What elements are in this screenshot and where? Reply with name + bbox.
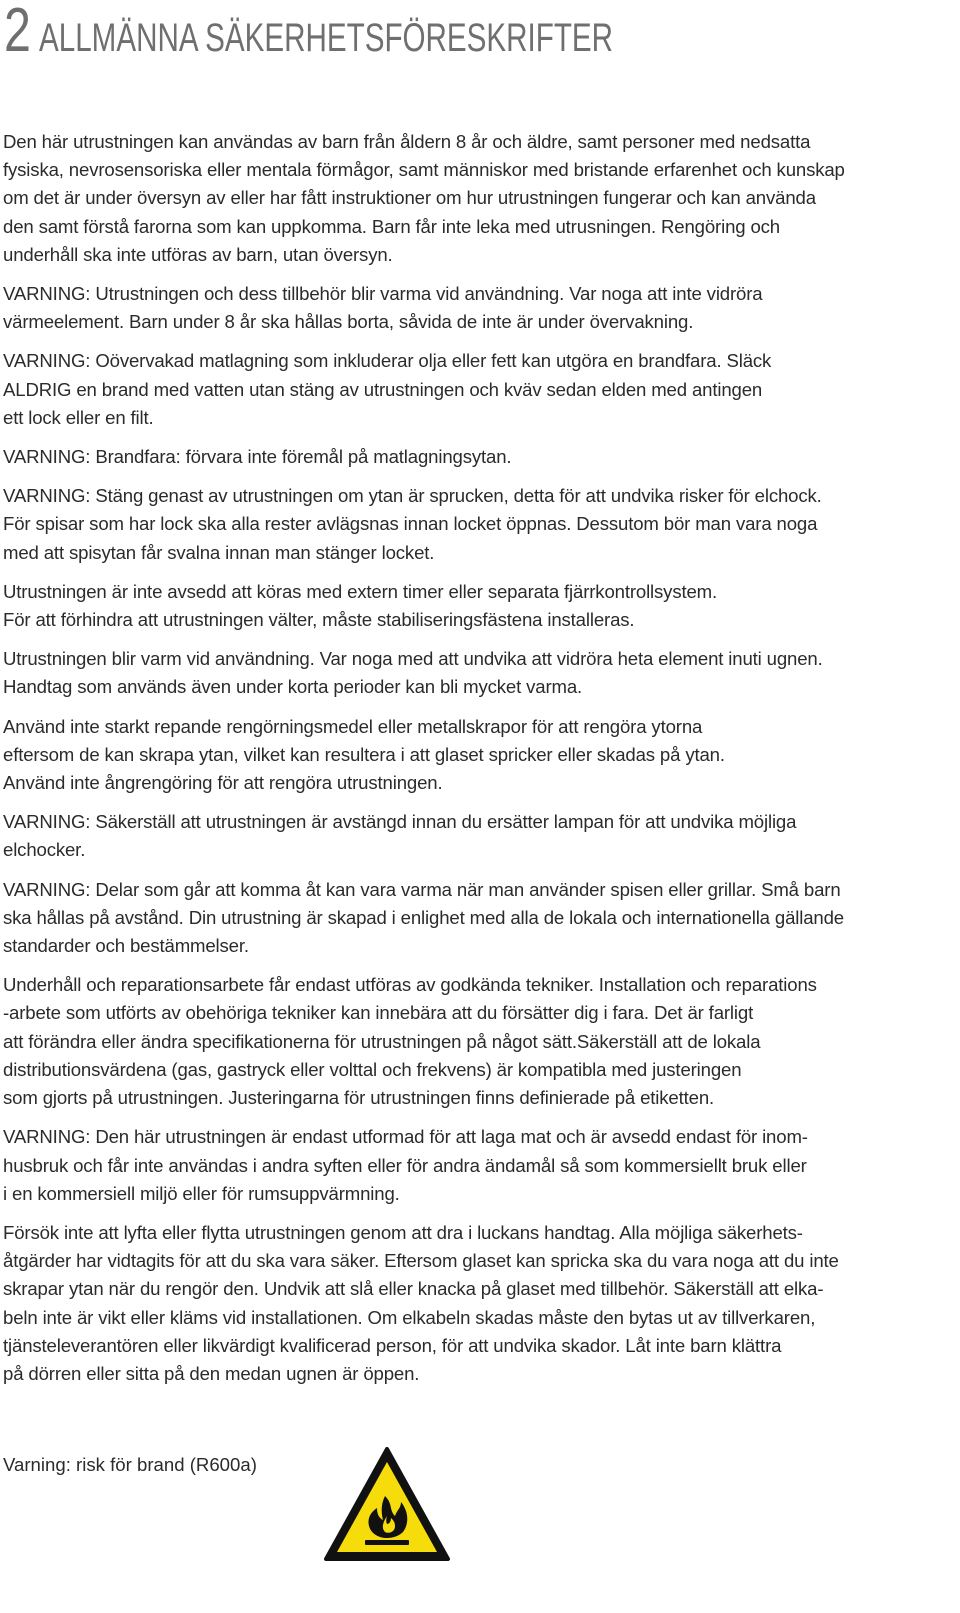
paragraph	[3, 645, 953, 701]
paragraph	[3, 280, 953, 336]
text-line: ALDRIG en brand med vatten utan stäng av utrustningen och kväv sedan elden med antingen	[3, 378, 763, 400]
text-line: -arbete som utförts av obehöriga tekniker kan innebära att du försätter dig i fara. Det är farligt	[3, 1002, 754, 1024]
text-line: på dörren eller sitta på den medan ugnen är öppen.	[3, 1362, 420, 1384]
paragraph	[3, 347, 953, 432]
fire-risk-caption: Varning: risk för brand (R600a)	[3, 1454, 257, 1475]
text-line: med att spisytan får svalna innan man stänger locket.	[3, 541, 435, 563]
text-line: VARNING: Säkerställ att utrustningen är avstängd innan du ersätter lampan för att undvika möjliga	[3, 811, 797, 833]
text-line: VARNING: Stäng genast av utrustningen om ytan är sprucken, detta för att undvika risker för elchock.	[3, 485, 822, 507]
paragraph	[3, 443, 953, 471]
text-line: att förändra eller ändra specifikationerna för utrustningen på något sätt.Säkerställ att de lokala	[3, 1030, 761, 1052]
text-line: eftersom de kan skrapa ytan, vilket kan resultera i att glaset spricker eller skadas på ytan.	[3, 743, 725, 765]
text-line: VARNING: Delar som går att komma åt kan vara varma när man använder spisen eller grillar. Små barn	[3, 878, 841, 900]
text-line: VARNING: Oövervakad matlagning som inkluderar olja eller fett kan utgöra en brandfara. Släck	[3, 350, 772, 372]
section-number: 2	[4, 0, 30, 65]
text-line: Försök inte att lyfta eller flytta utrustningen genom att dra i luckans handtag. Alla möjliga säkerhets-	[3, 1221, 803, 1243]
text-line: VARNING: Brandfara: förvara inte föremål på matlagningsytan.	[3, 446, 512, 468]
text-line: beln inte är vikt eller kläms vid installationen. Om elkabeln skadas måste den bytas ut av tillverkaren,	[3, 1306, 816, 1328]
text-line: underhåll ska inte utföras av barn, utan översyn.	[3, 243, 393, 265]
text-line: Utrustningen blir varm vid användning. Var noga med att undvika att vidröra heta element inuti ugnen.	[3, 648, 823, 670]
text-line: ett lock eller en filt.	[3, 406, 154, 428]
paragraph	[3, 482, 953, 567]
text-line: fysiska, nevrosensoriska eller mentala förmågor, samt människor med bristande erfarenhet och kunskap	[3, 159, 845, 181]
text-line: åtgärder har vidtagits för att du ska vara säker. Eftersom glaset kan spricka ska du vara noga att du inte	[3, 1250, 839, 1272]
text-line: Den här utrustningen kan användas av barn från åldern 8 år och äldre, samt personer med nedsatta	[3, 131, 811, 152]
text-line: elchocker.	[3, 839, 86, 861]
paragraph	[3, 128, 953, 269]
paragraph	[3, 578, 953, 634]
paragraph	[3, 713, 953, 798]
paragraph	[3, 1123, 953, 1208]
text-line: Handtag som används även under korta perioder kan bli mycket varma.	[3, 676, 583, 698]
text-line: VARNING: Utrustningen och dess tillbehör blir varma vid användning. Var noga att inte vidröra	[3, 283, 763, 305]
flammable-warning-icon	[323, 1446, 451, 1562]
text-line: För att förhindra att utrustningen välter, måste stabiliseringsfästena installeras.	[3, 609, 635, 631]
text-line: För spisar som har lock ska alla rester avlägsnas innan locket öppnas. Dessutom bör man vara noga	[3, 513, 818, 535]
paragraph	[3, 808, 953, 864]
text-line: ska hållas på avstånd. Din utrustning är skapad i enlighet med alla de lokala och internationella gällande	[3, 906, 844, 928]
text-line: distributionsvärdena (gas, gastryck eller volttal och frekvens) är kompatibla med justeringen	[3, 1058, 742, 1080]
text-line: VARNING: Den här utrustningen är endast utformad för att laga mat och är avsedd endast för inom-	[3, 1126, 808, 1148]
text-line: om det är under översyn av eller har fått instruktioner om hur utrustningen fungerar och kan använda	[3, 187, 816, 209]
text-line: värmeelement. Barn under 8 år ska hållas borta, såvida de inte är under övervakning.	[3, 311, 694, 333]
text-line: som gjorts på utrustningen. Justeringarna för utrustningen finns definierade på etiketten.	[3, 1087, 715, 1109]
paragraph	[3, 876, 953, 961]
text-line: husbruk och får inte användas i andra syften eller för andra ändamål så som kommersiellt bruk eller	[3, 1154, 807, 1176]
text-line: i en kommersiell miljö eller för rumsuppvärmning.	[3, 1182, 400, 1204]
text-line: standarder och bestämmelser.	[3, 935, 249, 957]
paragraph	[3, 971, 953, 1112]
text-line: Använd inte starkt repande rengörningsmedel eller metallskrapor för att rengöra ytorna	[3, 715, 703, 737]
text-line: skrapar ytan när du rengör den. Undvik att slå eller knacka på glaset med tillbehör. Säkerställ att elka-	[3, 1278, 824, 1300]
section-heading	[4, 0, 815, 65]
text-line: Använd inte ångrengöring för att rengöra utrustningen.	[3, 772, 443, 794]
text-line: Underhåll och reparationsarbete får endast utföras av godkända tekniker. Installation och reparations	[3, 974, 817, 996]
section-title: ALLMÄNNA SÄKERHETSFÖRESKRIFTER	[39, 16, 614, 60]
paragraph	[3, 1219, 953, 1388]
text-line: tjänsteleverantören eller likvärdigt kvalificerad person, för att undvika skador. Låt inte barn klättra	[3, 1334, 782, 1356]
text-line: Utrustningen är inte avsedd att köras med extern timer eller separata fjärrkontrollsystem.	[3, 580, 718, 602]
text-line: den samt förstå farorna som kan uppkomma. Barn får inte leka med utrusningen. Rengöring och	[3, 215, 781, 237]
safety-instructions-body	[3, 128, 953, 1399]
